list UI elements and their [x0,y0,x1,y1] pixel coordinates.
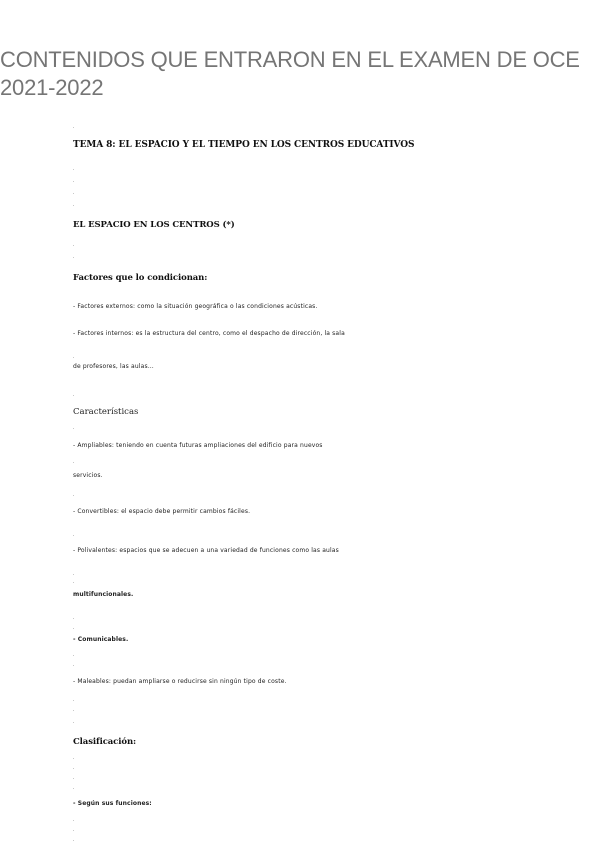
blank-line-marker [73,245,74,246]
blank-line-marker [73,618,74,619]
blank-line-marker [73,830,74,831]
factor-internal-line-2: de profesores, las aulas… [73,363,154,370]
blank-line-marker [73,655,74,656]
blank-line-marker [73,722,74,723]
blank-line-marker [73,758,74,759]
blank-line-marker [73,462,74,463]
blank-line-marker [73,574,74,575]
blank-line-marker [73,768,74,769]
blank-line-marker [73,582,74,583]
blank-line-marker [73,395,74,396]
blank-line-marker [73,357,74,358]
page-title-line-2: 2021-2022 [0,75,104,100]
blank-line-marker [73,127,74,128]
char-polyvalent-line-1: - Polivalentes: espacios que se adecuen a una variedad de funciones como las aulas [73,547,339,554]
char-amplifiable-line-1: - Ampliables: teniendo en cuenta futuras ampliaciones del edificio para nuevos [73,442,323,449]
factors-heading: Factores que lo condicionan: [73,273,208,283]
blank-line-marker [73,535,74,536]
blank-line-marker [73,428,74,429]
blank-line-marker [73,628,74,629]
blank-line-marker [73,820,74,821]
char-convertible: - Convertibles: el espacio debe permitir cambios fáciles. [73,508,251,515]
blank-line-marker [73,840,74,841]
char-malleable: - Maleables: puedan ampliarse o reducirse sin ningún tipo de coste. [73,678,287,685]
factor-external: - Factores externos: como la situación geográfica o las condiciones acústicas. [73,303,318,310]
char-communicable: - Comunicables. [73,636,129,643]
blank-line-marker [73,181,74,182]
blank-line-marker [73,710,74,711]
blank-line-marker [73,257,74,258]
blank-line-marker [73,700,74,701]
blank-line-marker [73,778,74,779]
blank-line-marker [73,205,74,206]
blank-line-marker [73,495,74,496]
blank-line-marker [73,665,74,666]
factor-internal-line-1: - Factores internos: es la estructura del centro, como el despacho de dirección, la sala [73,330,345,337]
char-polyvalent-line-2: multifuncionales. [73,591,134,598]
section-title: EL ESPACIO EN LOS CENTROS (*) [73,220,235,230]
blank-line-marker [73,169,74,170]
topic-title: TEMA 8: EL ESPACIO Y EL TIEMPO EN LOS CENTROS EDUCATIVOS [73,140,415,150]
by-functions: - Según sus funciones: [73,800,152,807]
classification-heading: Clasificación: [73,737,137,747]
characteristics-heading: Características [73,407,139,417]
blank-line-marker [73,788,74,789]
page-title-line-1: CONTENIDOS QUE ENTRARON EN EL EXAMEN DE OCE [0,47,580,72]
char-amplifiable-line-2: servicios. [73,472,103,479]
blank-line-marker [73,193,74,194]
